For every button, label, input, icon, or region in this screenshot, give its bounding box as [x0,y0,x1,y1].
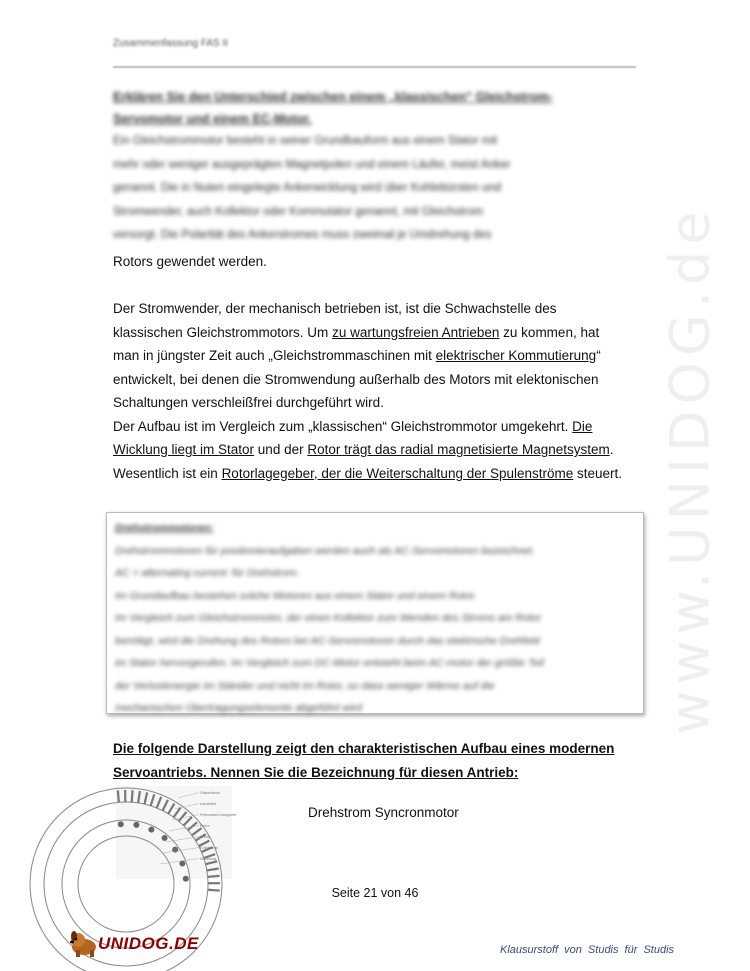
dog-icon [68,928,102,958]
text-line: der Verlustenergie im Ständer und nicht im Rotor, so dass weniger Wärme auf die [115,679,495,692]
rotor-magnet [133,822,139,828]
page-number: Seite 21 von 46 [331,886,419,900]
text-line: Ein Gleichstrommotor besteht in seiner Grundbauform aus einem Stator mit [113,135,498,147]
stator-slot [118,790,119,802]
figure-label: Welle [200,834,210,839]
rotor-magnet [172,847,178,853]
underlined-text: Wicklung liegt im Stator [113,442,255,457]
text-line: Im Vergleich zum Gleichstrommotor, der einen Kollektor zum Wenden des Stroms am Rotor [115,612,541,624]
text-line: klassischen Gleichstrommotors. Um zu wartungsfreien Antrieben zu kommen, hat [113,324,600,340]
drehstrom-info-box [106,512,644,714]
stator-slot [208,876,220,877]
underlined-text: elektrischer Kommutierung [435,348,597,363]
text-line: Wesentlich ist ein Rotorlagegeber, der die Weiterschaltung der Spulenströme steuert. [113,465,623,481]
logo-text: UNIDOG.DE [98,934,199,953]
underlined-text: Die [572,418,593,434]
question-1: Erklären Sie den Unterschied zwischen einem „klassischen“ Gleichstrom- Servomotor und einem EC-Motor. [113,90,553,126]
text-line: benötigt, wird die Drehung des Rotors bei AC-Servomotoren durch das elektrische Drehfeld [115,634,540,647]
text-line: Stromwender, auch Kollektor oder Kommutator genannt, mit Gleichstrom [113,205,484,218]
underlined-text: Rotor trägt das radial magnetisierte Magnetsystem [307,442,610,457]
rotor-magnet [179,860,185,866]
question-2: Die folgende Darstellung zeigt den charakteristischen Aufbau eines modernen Servoantriebs. Nennen Sie die Bezeichnung für diesen Antrieb: [113,741,615,780]
footer-tagline: Klausurstoff von Studis für Studis [500,944,675,956]
answer-1-blurred [113,130,613,248]
rotor-magnet [148,827,154,833]
watermark-text: www.UNIDOG.de [658,205,722,735]
figure-label: Kühlkanal [200,845,218,850]
figure-label: Wicklung [200,856,217,861]
figure-label: Statorblech [200,790,221,795]
text-line: mechanischen Übertragungselemente abgeführt wird [115,702,362,714]
text-line: Wicklung liegt im Stator und der Rotor trägt das radial magnetisierte Magnetsystem. [113,442,614,457]
text-line: Drehstrommotoren für positionieraufgaben werden auch als AC-Servomotoren bezeichnet. [115,544,535,557]
underlined-text: Rotorlagegeber, der die Weiterschaltung der Spulenströme [221,465,574,481]
answer-2: Drehstrom Syncronmotor [308,805,459,820]
text-line: entwickelt, bei denen die Stromwendung außerhalb des Motors mit elektonischen [113,371,599,387]
text-line: Rotors gewendet werden. [113,254,267,269]
rotor-magnet [118,821,124,827]
box-title: Drehstrommotoren: [115,522,214,534]
underlined-text: zu wartungsfreien Antrieben [332,324,500,340]
rotor-magnet [183,876,189,882]
servo-motor-figure [116,786,237,879]
figure-label: Permanent-magnete [200,812,237,817]
rotor-magnet [162,835,168,841]
text-line: genannt. Die in Nuten eingelegte Ankerwicklung wird über Kohlebürsten und [113,182,502,194]
figure-label: Lamellen [200,801,217,806]
unidog-logo [68,928,199,958]
text-line: versorgt. Die Polarität des Ankerstromes muss zweimal je Umdrehung des [113,229,492,241]
figure-label: Rotor [200,823,210,828]
text-line: Im Grundaufbau bestehen solche Motoren aus einem Stator und einem Rotor. [115,589,478,602]
text-line: Der Aufbau ist im Vergleich zum „klassischen“ Gleichstrommotor umgekehrt. Die [113,418,593,434]
text-line: Der Stromwender, der mechanisch betrieben ist, ist die Schwachstelle des [113,301,557,316]
text-line: man in jüngster Zeit auch „Gleichstrommaschinen mit elektrischer Kommutierung“ [113,348,601,363]
text-line: AC = alternating current: für Drehstrom. [115,567,300,579]
header-rule [113,66,636,68]
answer-1-paragraph [113,297,653,485]
text-line: mehr oder weniger ausgeprägten Magnetpolen und einem Läufer, meist Anker [113,158,511,171]
stator-slot [132,790,133,802]
text-line: Schaltungen verschleißfrei durchgeführt wird. [113,395,384,410]
text-line: im Stator hervorgerufen. Im Vergleich zum DC-Motor entsteht beim AC-motor der größte Teil [115,657,544,669]
page-header: Zusammenfassung FAS II [113,38,229,49]
